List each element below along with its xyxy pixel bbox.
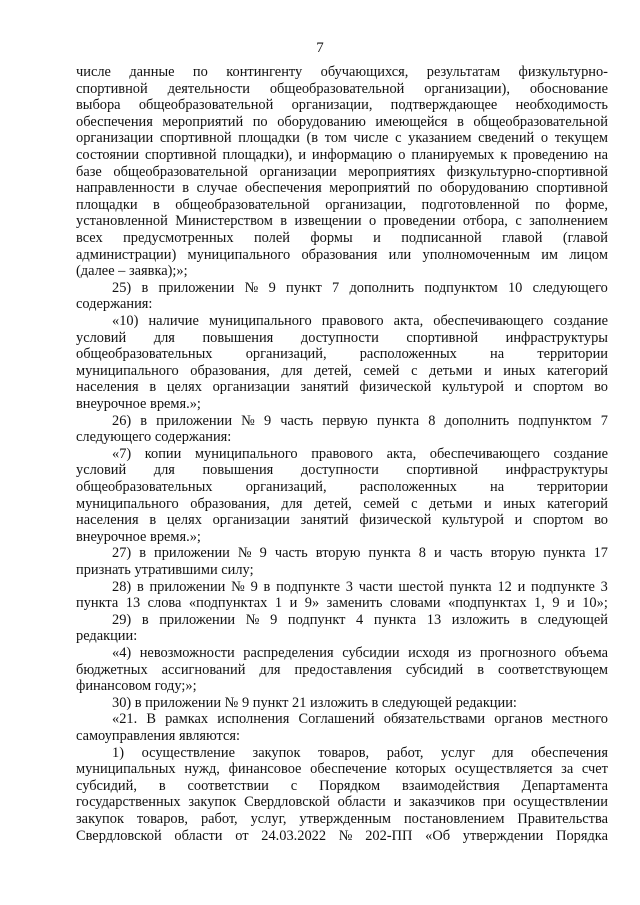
text-line: редакции:: [76, 628, 138, 645]
text-line: 26) в приложении № 9 часть первую пункта 8 дополнить подпунктом 7: [112, 412, 608, 429]
text-line: 27) в приложении № 9 часть вторую пункта 8 и часть вторую пункта 17: [112, 545, 608, 562]
text-line: финансовом году;»;: [76, 678, 197, 695]
text-line: муниципальных нужд, финансовое обеспечение которых осуществляется за счет: [76, 761, 608, 778]
text-line: государственных закупок Свердловской области и заказчиков при осуществлении: [76, 794, 608, 811]
text-line: населения в целях организации занятий физической культурой и спортом во: [76, 512, 608, 529]
text-line: (далее – заявка);»;: [76, 263, 188, 280]
text-line: администрации) муниципального образования или уполномоченным им лицом: [76, 246, 608, 263]
text-line: населения в целях организации занятий физической культурой и спортом во: [76, 379, 608, 396]
text-line: условий для повышения доступности спортивной инфраструктуры: [76, 329, 608, 346]
text-line: общеобразовательных организаций, расположенных на территории: [76, 479, 608, 495]
text-line: 30) в приложении № 9 пункт 21 изложить в следующей редакции:: [112, 694, 517, 711]
text-line: общеобразовательных организаций, расположенных на территории: [76, 346, 608, 363]
text-line: всех предусмотренных полей формы и подписанной главой (главой: [76, 230, 608, 246]
text-line: Свердловской области от 24.03.2022 № 202-ПП «Об утверждении Порядка: [76, 827, 608, 844]
text-line: внеурочное время.»;: [76, 396, 201, 412]
text-line: субсидий, в соответствии с Порядком взаимодействия Департамента: [76, 777, 608, 794]
text-line: закупок товаров, работ, услуг, утвержденным постановлением Правительства: [76, 811, 608, 827]
text-line: условий для повышения доступности спортивной инфраструктуры: [76, 462, 608, 479]
page-number: 7: [316, 40, 324, 56]
text-line: следующего содержания:: [76, 429, 232, 446]
text-line: базе общеобразовательной организации мероприятиях физкультурно-спортивной: [76, 163, 608, 180]
text-line: установленной Министерством в извещении о проведении отбора, с заполнением: [76, 213, 608, 230]
text-line: «10) наличие муниципального правового акта, обеспечивающего создание: [112, 313, 608, 329]
text-line: признать утратившими силу;: [76, 562, 254, 578]
text-line: бюджетных ассигнований для предоставления субсидий в соответствующем: [76, 661, 608, 678]
text-line: самоуправления являются:: [76, 728, 241, 744]
text-line: спортивной деятельности общеобразовательной организации), обоснование: [76, 80, 608, 97]
text-line: числе данные по контингенту обучающихся, результатам физкультурно-: [76, 64, 608, 80]
text-line: «7) копии муниципального правового акта, обеспечивающего создание: [112, 445, 608, 462]
text-line: внеурочное время.»;: [76, 528, 201, 545]
text-line: 28) в приложении № 9 в подпункте 3 части шестой пункта 12 и подпункте 3: [112, 578, 608, 595]
text-line: направленности в случае обеспечения мероприятий по оборудованию спортивной: [76, 180, 608, 197]
text-line: 25) в приложении № 9 пункт 7 дополнить подпунктом 10 следующего: [112, 279, 608, 296]
text-line: состоянии спортивной площадки), и информацию о планируемых к проведению на: [76, 147, 608, 163]
text-line: 1) осуществление закупок товаров, работ, услуг для обеспечения: [112, 744, 608, 761]
text-line: 29) в приложении № 9 подпункт 4 пункта 13 изложить в следующей: [112, 611, 608, 628]
text-line: «4) невозможности распределения субсидии исходя из прогнозного объема: [112, 645, 608, 661]
text-line: муниципального образования, для детей, семей с детьми и иных категорий: [76, 362, 608, 379]
text-line: организации спортивной площадки (в том числе с указанием сведений о текущем: [76, 130, 608, 147]
text-line: содержания:: [76, 296, 153, 313]
text-line: «21. В рамках исполнения Соглашений обязательствами органов местного: [112, 711, 608, 728]
text-line: пункта 13 слова «подпунктах 1 и 9» заменить словами «подпунктах 1, 9 и 10»;: [76, 595, 608, 612]
text-line: муниципального образования, для детей, семей с детьми и иных категорий: [76, 495, 608, 512]
text-line: обеспечения мероприятий по оборудованию имеющейся в общеобразовательной: [76, 113, 608, 130]
text-line: выбора общеобразовательной организации, подтверждающее необходимость: [76, 97, 608, 114]
text-line: площадки в общеобразовательной организации, подготовленной по форме,: [76, 196, 608, 213]
